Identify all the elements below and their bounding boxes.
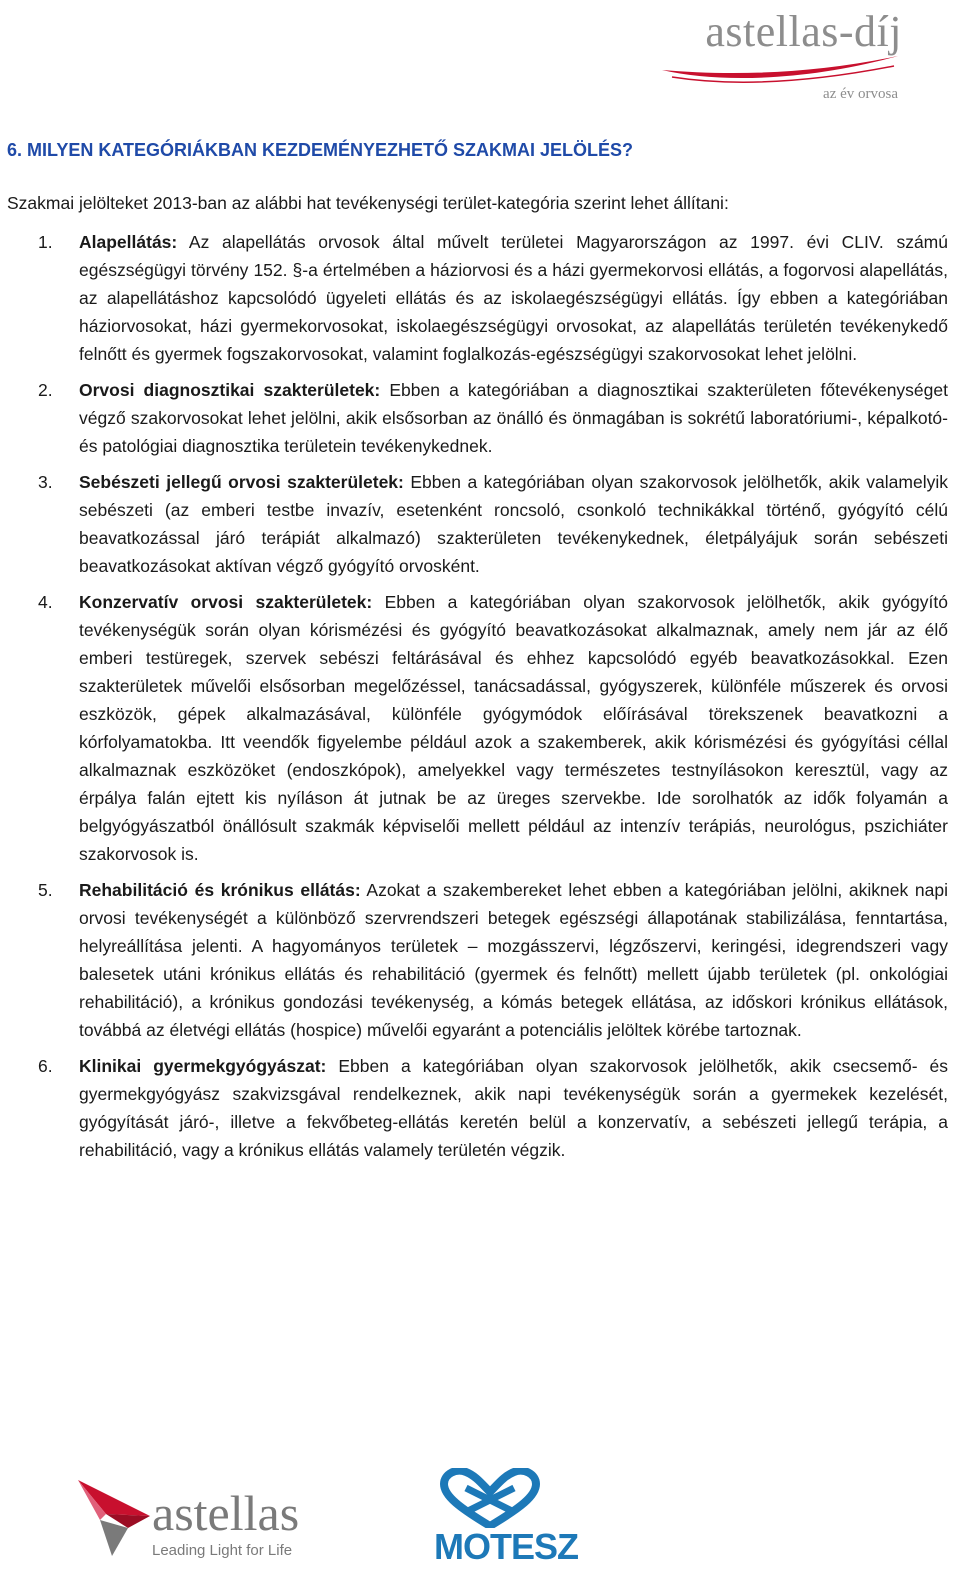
item-number: 4. [38, 592, 53, 612]
swoosh-icon [662, 44, 902, 84]
item-text [79, 588, 948, 868]
item-text [79, 876, 948, 1044]
item-number: 6. [38, 1056, 53, 1076]
list-item [38, 376, 948, 460]
item-body: Az alapellátás orvosok által művelt területei Magyarországon az 1997. évi CLIV. számú egészségügyi törvény 152. §-a értelmében a háziorvosi és a házi gyermekorvosi ellátás, a fogorvosi alapellátás, az alapellátáshoz kapcsolódó ügyeleti ellátás és az iskolaegészségügyi ellátás. Így ebben a kategóriában háziorvosokat, házi gyermekorvosokat, iskolaegészségügyi orvosokat, az alapellátás területén tevékenykedő felnőtt és gyermek fogszakorvosokat, valamint foglalkozás-egészségügyi szakorvosokat lehet jelölni. [79, 232, 948, 364]
intro-paragraph: Szakmai jelölteket 2013-ban az alábbi hat tevékenységi terület-kategória szerint lehet állítani: [7, 193, 729, 213]
astellas-wordmark: astellas [152, 1485, 300, 1541]
list-item [38, 468, 948, 580]
award-brand-text: astellas-díj [705, 7, 902, 56]
astellas-footer-logo [72, 1470, 312, 1570]
list-item [38, 588, 948, 868]
item-number: 5. [38, 880, 53, 900]
award-subtitle: az év orvosa [823, 86, 898, 102]
item-text [79, 468, 948, 580]
item-number: 3. [38, 472, 53, 492]
item-body: Ebben a kategóriában olyan szakorvosok jelölhetők, akik valamelyik sebészeti (az emberi testbe invazív, esetenként roncsoló, csonkoló technikákkal történő, gyógyító célú beavatkozással járó terápiát alkalmazó) szakterületen tevékenykednek, életpályájuk során sebészeti beavatkozásokat aktívan végző gyógyító orvosként. [79, 472, 948, 576]
item-body: Ebben a kategóriában olyan szakorvosok jelölhetők, akik gyógyító tevékenységük során olyan kórismézési és gyógyító beavatkozásokat alkalmaznak, amely nem jár az élő emberi testüregek, szervek sebészi feltárásával és ehhez kapcsolódó egyéb beavatkozásokkal. Ezen szakterületek művelői elsősorban megelőzéssel, tanácsadással, gyógyszerek, különféle műszerek és orvosi eszközök, gépek alkalmazásával, különféle gyógymódok előírásával törekszenek beavatkozni a kórfolyamatokba. Itt veendők figyelembe például azok a szakemberek, akik kórismézési és gyógyítási céllal alkalmaznak eszközöket (endoszkópok), amelyekkel vagy természetes testnyílásokon keresztül, vagy az érpálya falán ejtett kis nyíláson át jutnak be az üreges szervekbe. Ide sorolhatók az idők folyamán a belgyógyászatból önállósult szakmák képviselői mellett például az intenzív terápiás, neurológus, pszichiáter szakorvosok is. [79, 592, 948, 864]
section-heading: 6. MILYEN KATEGÓRIÁKBAN KEZDEMÉNYEZHETŐ SZAKMAI JELÖLÉS? [7, 140, 634, 160]
item-title: Sebészeti jellegű orvosi szakterületek: [79, 472, 404, 492]
motesz-heart-icon [430, 1468, 550, 1528]
astellas-award-logo [662, 6, 902, 106]
item-text [79, 376, 948, 460]
item-number: 1. [38, 232, 53, 252]
astellas-tagline: Leading Light for Life [152, 1542, 293, 1559]
item-number: 2. [38, 380, 53, 400]
list-item [38, 876, 948, 1044]
item-title: Rehabilitáció és krónikus ellátás: [79, 880, 361, 900]
list-item [38, 1052, 948, 1164]
item-title: Orvosi diagnosztikai szakterületek: [79, 380, 381, 400]
item-title: Alapellátás: [79, 232, 178, 252]
item-text [79, 228, 948, 368]
item-title: Konzervatív orvosi szakterületek: [79, 592, 373, 612]
astellas-star-icon [72, 1470, 152, 1560]
motesz-wordmark: MOTESZ [434, 1526, 578, 1567]
list-item [38, 228, 948, 368]
motesz-footer-logo [430, 1468, 578, 1568]
item-body: Ebben a kategóriában olyan szakorvosok jelölhetők, akik csecsemő- és gyermekgyógyász szakvizsgával rendelkeznek, akik napi tevékenységük során a gyermekek kezelését, gyógyítását járó-, illetve a fekvőbeteg-ellátás keretén belül a konzervatív, a sebészeti jellegű terápia, a rehabilitáció, vagy a krónikus ellátás valamely területén végzik. [79, 1056, 948, 1160]
item-title: Klinikai gyermekgyógyászat: [79, 1056, 327, 1076]
item-body: Azokat a szakembereket lehet ebben a kategóriában jelölni, akiknek napi orvosi tevékenységét a különböző szervrendszeri betegek egészségi állapotának stabilizálása, fenntartása, helyreállítása jelenti. A hagyományos területek – mozgásszervi, légzőszervi, keringési, idegrendszeri vagy balesetek utáni krónikus ellátás és rehabilitáció (gyermek és felnőtt) mellett újabb területek (pl. onkológiai rehabilitáció), a krónikus gondozási tevékenység, a kómás betegek ellátása, az időskori krónikus ellátások, továbbá az életvégi ellátás (hospice) művelői egyaránt a potenciális jelöltek körébe tartoznak. [79, 880, 949, 1040]
category-list [38, 228, 948, 1172]
item-body: Ebben a kategóriában a diagnosztikai szakterületen főtevékenységet végző szakorvosokat lehet jelölni, akik elsősorban az önálló és önmagában is sokrétű laboratóriumi-, képalkotó- és patológiai diagnosztika területein tevékenykednek. [79, 380, 948, 456]
item-text [79, 1052, 948, 1164]
